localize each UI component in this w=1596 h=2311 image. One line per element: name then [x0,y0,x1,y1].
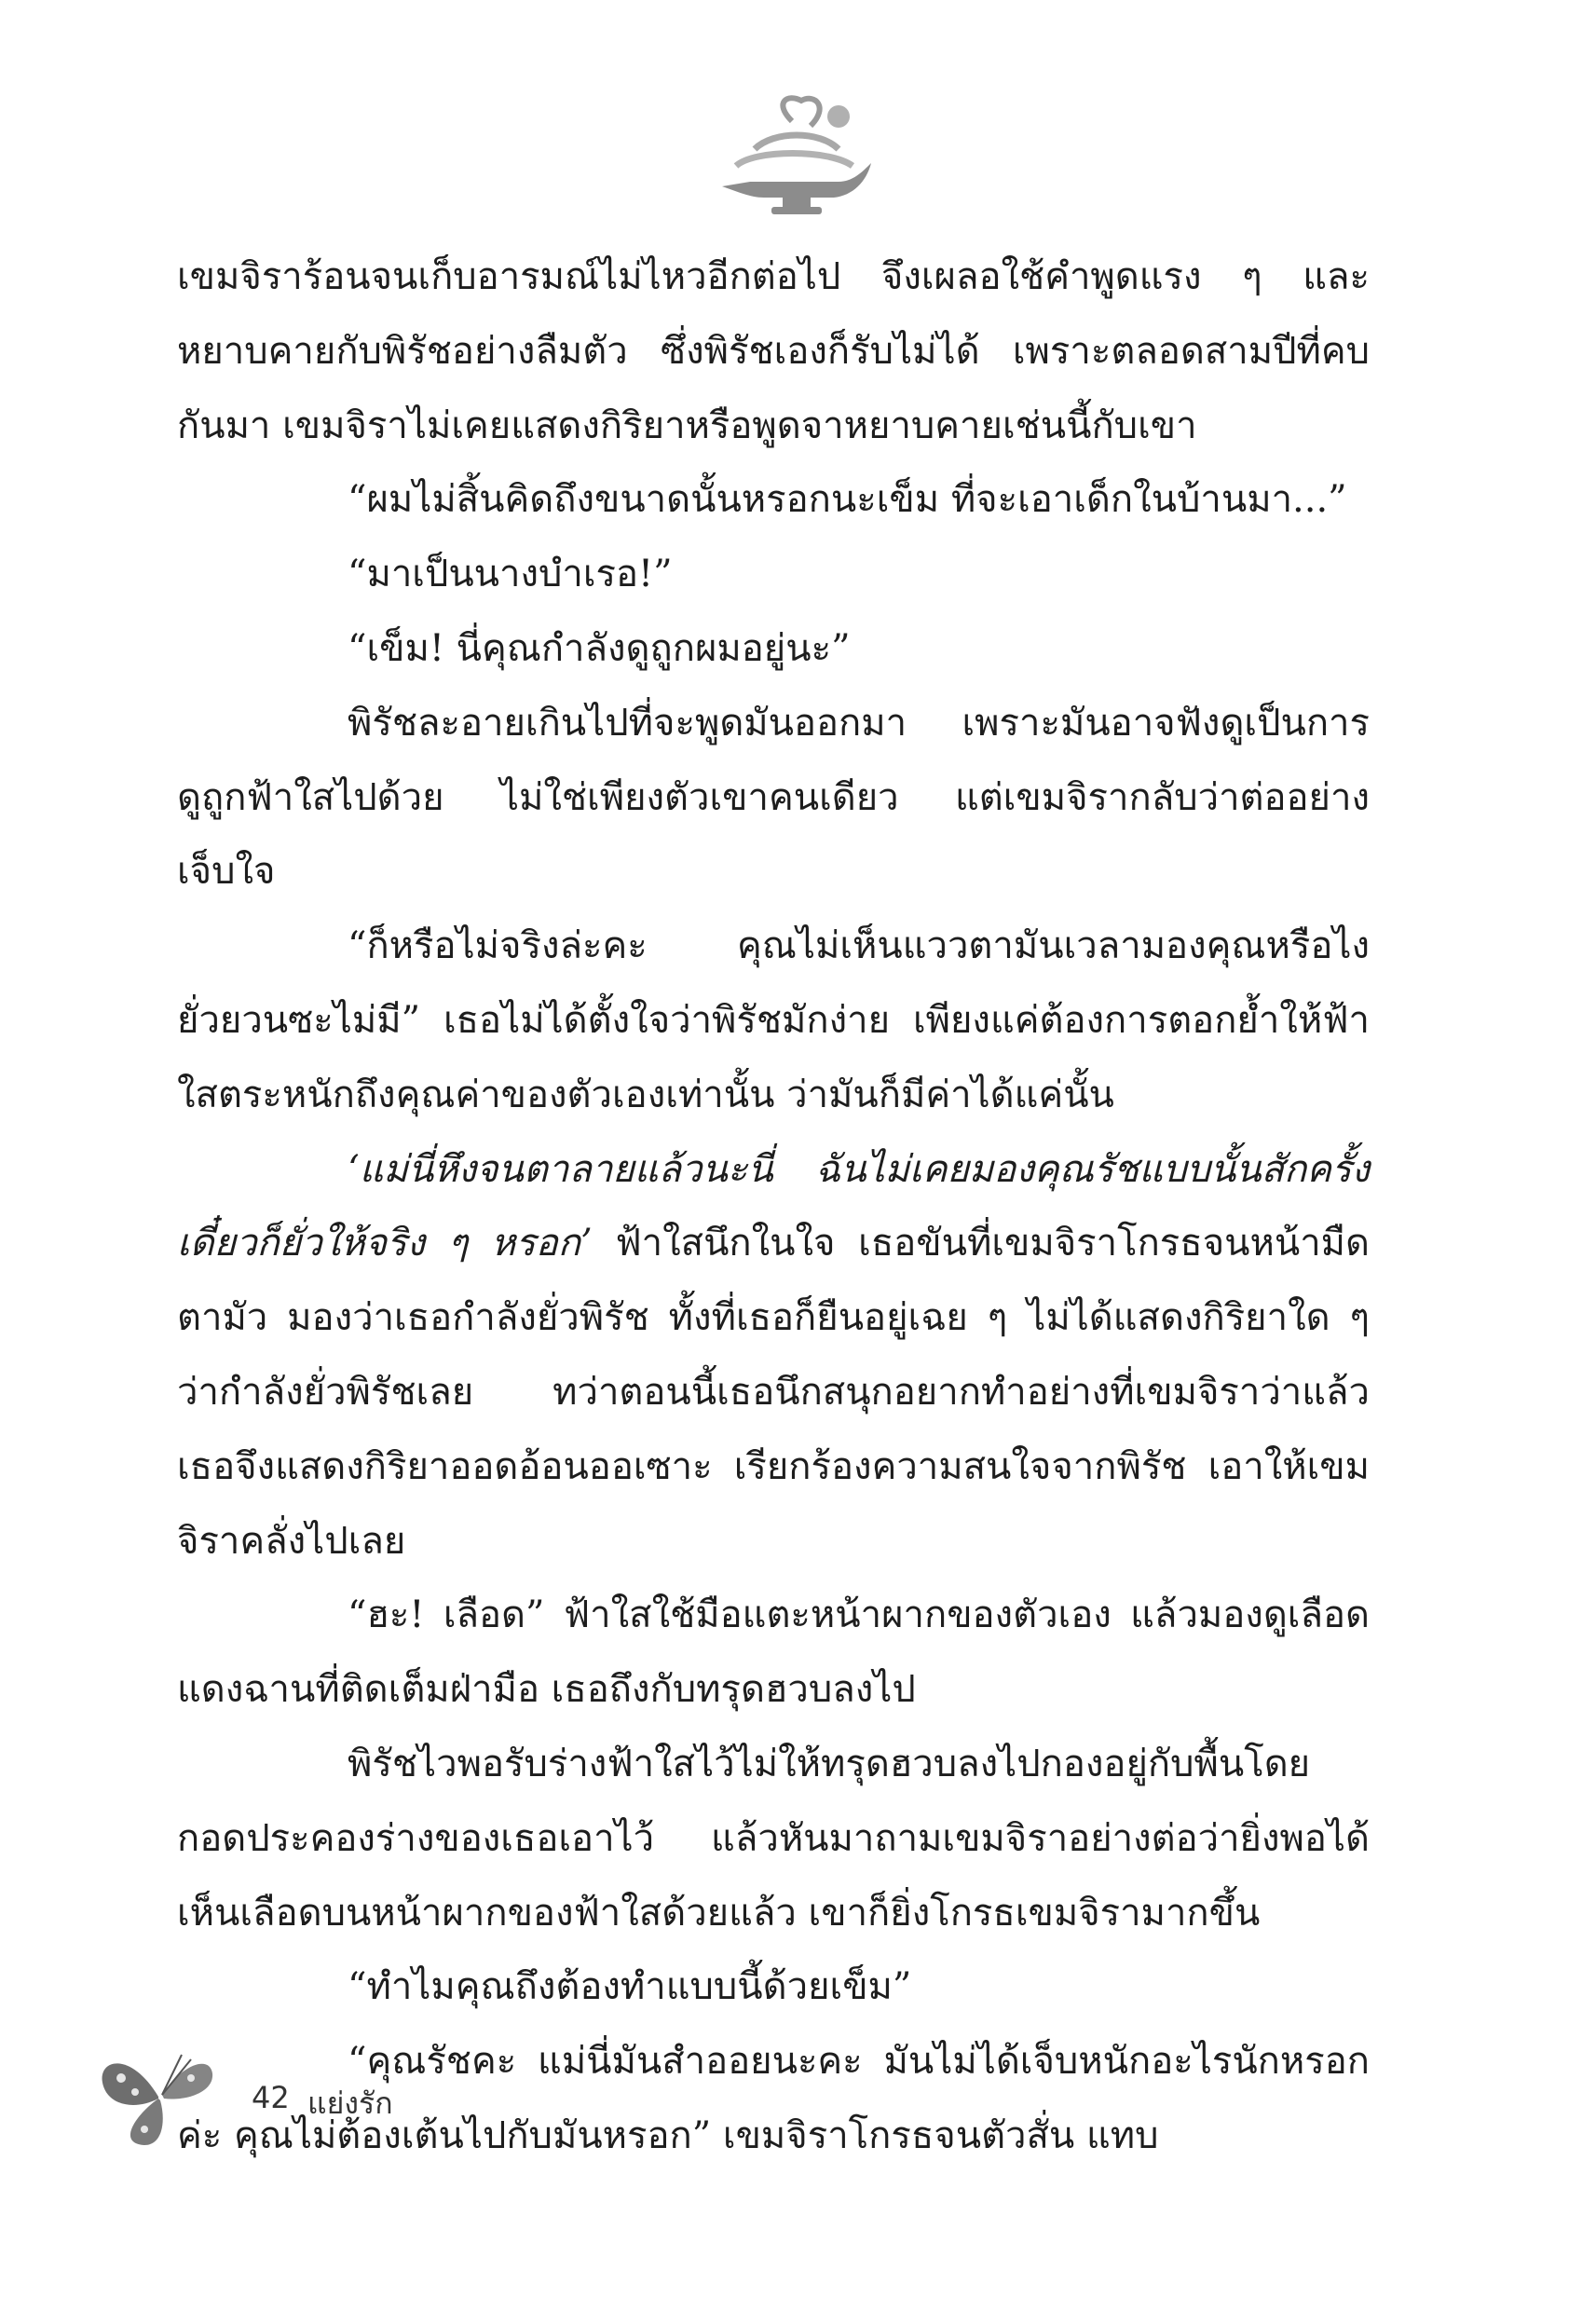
paragraph: “ฮะ! เลือด” ฟ้าใสใช้มือแตะหน้าผากของตัวเอง แล้วมองดูเลือดแดงฉานที่ติดเต็มฝ่ามือ เธอถึงกับทรุดฮวบลงไป [177,1593,1370,1712]
paragraph: พิรัชไวพอรับร่างฟ้าใสไว้ไม่ให้ทรุดฮวบลงไปกองอยู่กับพื้นโดยกอดประคองร่างของเธอเอาไว้ แล้วหันมาถามเขมจิราอย่างต่อว่ายิ่งพอได้เห็นเลือดบนหน้าผากของฟ้าใสด้วยแล้ว เขาก็ยิ่งโกรธเขมจิรามากขึ้น [177,1742,1370,1935]
genie-lamp-icon [699,93,885,219]
inner-thought: ‘แม่นี่หึงจนตาลายแล้วนะนี่ ฉันไม่เคยมองคุณรัชแบบนั้นสักครั้ง เดี๋ยวก็ยั่วให้จริง ๆ หรอก’ [177,1147,1370,1265]
paragraph: “ผมไม่สิ้นคิดถึงขนาดนั้นหรอกนะเข็ม ที่จะเอาเด็กในบ้านมา...” [348,478,1347,522]
paragraph-italic-thought [177,1133,1370,1579]
thought-continuation: ฟ้าใสนึกในใจ เธอขันที่เขมจิราโกรธจนหน้ามืดตามัว มองว่าเธอกำลังยั่วพิรัช ทั้งที่เธอก็ยืนอยู่เฉย ๆ ไม่ได้แสดงกิริยาใด ๆ ว่ากำลังยั่วพิรัชเลย ทว่าตอนนี้เธอนึกสนุกอยากทำอย่างที่เขมจิราว่าแล้ว เธอจึงแสดงกิริยาออดอ้อนออเซาะ เรียกร้องความสนใจจากพิรัช เอาให้เขมจิราคลั่งไปเลย [177,1222,1370,1563]
paragraph: “คุณรัชคะ แม่นี่มันสำออยนะคะ มันไม่ได้เจ็บหนักอะไรนักหรอกค่ะ คุณไม่ต้องเต้นไปกับมันหรอก” เขมจิราโกรธจนตัวสั่น แทบ [177,2040,1370,2157]
paragraph: พิรัชละอายเกินไปที่จะพูดมันออกมา เพราะมันอาจฟังดูเป็นการดูถูกฟ้าใสไปด้วย ไม่ใช่เพียงตัวเขาคนเดียว แต่เขมจิรากลับว่าต่ออย่างเจ็บใจ [177,701,1370,894]
paragraph: “มาเป็นนางบำเรอ!” [348,553,673,596]
page-footer [93,2041,652,2153]
paragraph: “เข็ม! นี่คุณกำลังดูถูกผมอยู่นะ” [348,626,851,670]
paragraph: เขมจิราร้อนจนเก็บอารมณ์ไม่ไหวอีกต่อไป จึงเผลอใช้คำพูดแรง ๆ และหยาบคายกับพิรัชอย่างลืมตัว ซึ่งพิรัชเองก็รับไม่ได้ เพราะตลอดสามปีที่คบกันมา เขมจิราไม่เคยแสดงกิริยาหรือพูดจาหยาบคายเช่นนี้กับเขา [177,255,1370,447]
butterfly-icon [93,2041,233,2153]
body-text [177,240,1370,2174]
paragraph: “ทำไมคุณถึงต้องทำแบบนี้ด้วยเข็ม” [348,1965,912,2009]
paragraph: “ก็หรือไม่จริงล่ะคะ คุณไม่เห็นแววตามันเวลามองคุณหรือไงยั่วยวนซะไม่มี” เธอไม่ได้ตั้งใจว่าพิรัชมักง่าย เพียงแค่ต้องการตอกย้ำให้ฟ้าใสตระหนักถึงคุณค่าของตัวเองเท่านั้น ว่ามันก็มีค่าได้แค่นั้น [177,924,1370,1116]
book-title: แย่งรัก [307,2085,393,2121]
page-number: 42 [252,2080,290,2115]
